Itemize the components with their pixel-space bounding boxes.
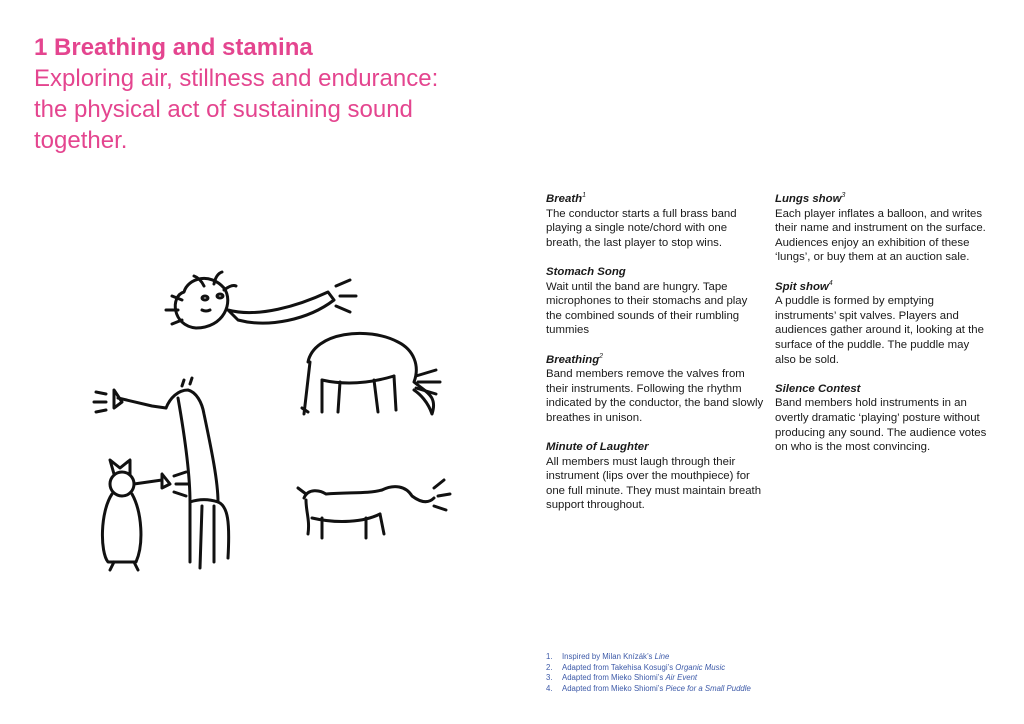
activity-description: A puddle is formed by emptying instruments’ spit valves. Players and audiences gather around it, looking at the surface of the puddle. The puddle may also be sold.: [775, 295, 984, 366]
activity-lungs-show: [775, 192, 993, 265]
page-subtitle: Exploring air, stillness and endurance: the physical act of sustaining sound together.: [34, 65, 439, 154]
activity-title: Minute of Laughter: [546, 441, 649, 454]
activity-description: Wait until the band are hungry. Tape microphones to their stomachs and play the combined sounds of their rumbling tummies: [546, 280, 748, 337]
activity-silence-contest: [775, 382, 993, 455]
animal-drawings: [78, 262, 458, 582]
activity-breath: [546, 192, 764, 250]
activity-title: Breath: [546, 193, 583, 205]
elephant-drawing: [302, 333, 440, 414]
footnote-work: Piece for a Small Puddle: [665, 683, 751, 693]
page-heading: [34, 32, 474, 156]
activity-description: Band members hold instruments in an overtly dramatic ‘playing’ posture without producing any sound. The audience votes on who is the most convincing.: [775, 397, 987, 454]
footnote-work: Air Event: [665, 673, 698, 683]
activity-title: Spit show: [775, 280, 829, 293]
activity-description: Each player inflates a balloon, and writes their name and instrument on the surface. Audiences enjoy an exhibition of these ‘lungs’, or buy them at an auction sale.: [775, 207, 986, 264]
activities-right-column: [775, 192, 993, 469]
footnote-text: Adapted from Takehisa Kosugi’s: [562, 662, 676, 672]
cat-drawing: [102, 460, 188, 570]
footnote-work: Line: [654, 652, 670, 661]
activity-spit-show: [775, 280, 993, 368]
activity-title: Stomach Song: [546, 265, 626, 278]
dog-drawing: [298, 480, 450, 538]
footnote-item: [546, 663, 806, 674]
footnote-item: [546, 673, 806, 684]
activity-title: Lungs show: [775, 193, 842, 205]
footnote-number: 3.: [546, 673, 553, 683]
activity-description: All members must laugh through their instrument (lips over the mouthpiece) for one full minute. They must maintain breath support throughout.: [546, 455, 762, 512]
footnote-text: Adapted from Mieko Shiomi’s: [562, 673, 666, 683]
footnote-number: 4.: [546, 683, 553, 693]
illustration: [78, 262, 458, 582]
activities-left-column: [546, 192, 764, 528]
activity-description: Band members remove the valves from their instruments. Following the rhythm indicated by the conductor, the band slowly breathes in unison.: [546, 368, 764, 424]
footnote-ref: 3: [841, 192, 846, 200]
activity-stomach-song: [546, 265, 764, 338]
footnote-ref: 4: [828, 279, 833, 287]
footnote-work: Organic Music: [675, 662, 726, 672]
activity-description: The conductor starts a full brass band playing a single note/chord with one breath, the last player to stop wins.: [546, 207, 737, 249]
footnote-text: Inspired by Milan Knízák’s: [562, 652, 655, 661]
footnote-ref: 1: [582, 192, 586, 200]
activity-minute-of-laughter: [546, 440, 764, 513]
footnotes: [546, 652, 806, 694]
footnote-item: [546, 652, 806, 663]
activity-title: Silence Contest: [775, 382, 861, 395]
face-drawing: [166, 272, 356, 328]
footnote-number: 1.: [546, 652, 553, 661]
page-title: 1 Breathing and stamina: [34, 34, 313, 61]
activity-title: Breathing: [546, 353, 600, 366]
footnote-ref: 2: [599, 352, 604, 360]
activity-breathing: [546, 353, 764, 426]
footnote-number: 2.: [546, 662, 553, 672]
footnote-text: Adapted from Mieko Shiomi’s: [562, 683, 666, 693]
footnote-item: [546, 684, 806, 695]
